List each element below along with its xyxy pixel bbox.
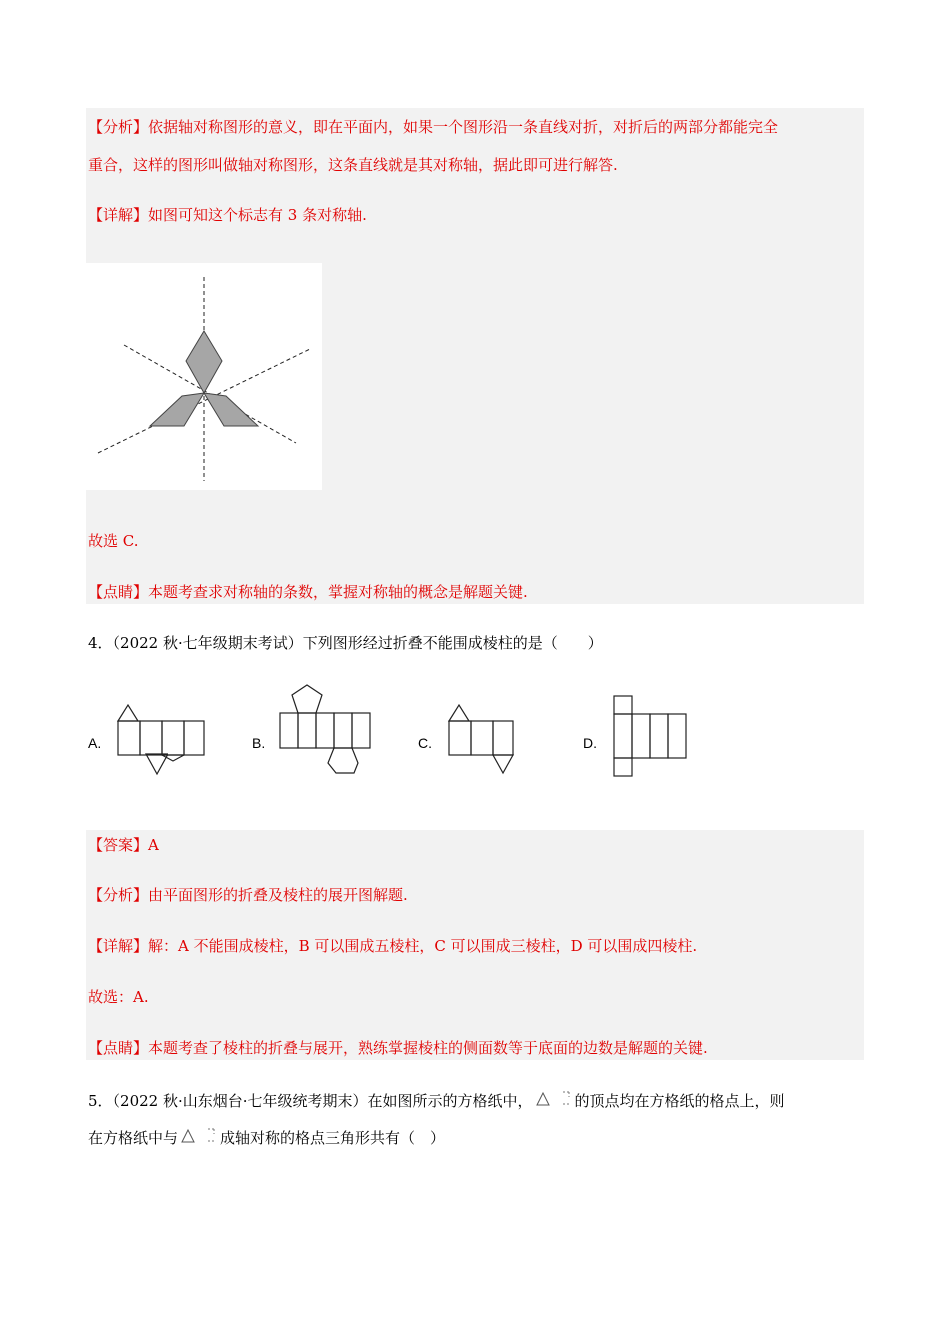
option-d-label: D. (583, 735, 597, 751)
triangle-symbol-icon-2 (178, 1126, 220, 1152)
triangle-symbol-icon (533, 1089, 575, 1115)
option-a-bottom-triangle (118, 752, 168, 776)
option-d-net (612, 694, 692, 780)
question-4-stem: 4．（2022 秋·七年级期末考试）下列图形经过折叠不能围成棱柱的是（ ） (88, 634, 603, 652)
question-5-stem-part1: 5．（2022 秋·山东烟台·七年级统考期末）在如图所示的方格纸中， (88, 1092, 533, 1110)
question-5-stem-part3: 在方格纸中与 (88, 1129, 179, 1147)
answer-line: 【答案】A (88, 836, 159, 854)
analysis-line-1: 【分析】依据轴对称图形的意义，即在平面内，如果一个图形沿一条直线对折，对折后的两部分都能完全 (88, 118, 779, 136)
question-5-stem-part2: 的顶点均在方格纸的格点上，则 (574, 1092, 785, 1110)
option-c-net (447, 703, 517, 775)
question-5-line-2 (88, 1126, 445, 1152)
comment-line: 【点睛】本题考查求对称轴的条数，掌握对称轴的概念是解题关键. (88, 583, 528, 601)
option-b-net (278, 683, 372, 775)
analysis-line: 【分析】由平面图形的折叠及棱柱的展开图解题. (88, 886, 408, 904)
comment-line-2: 【点睛】本题考查了棱柱的折叠与展开，熟练掌握棱柱的侧面数等于底面的边数是解题的关键. (88, 1039, 708, 1057)
option-c-label: C. (418, 735, 432, 751)
option-a-label: A. (88, 735, 102, 751)
question-5-line-1 (88, 1089, 785, 1115)
analysis-line-2: 重合，这样的图形叫做轴对称图形，这条直线就是其对称轴，据此即可进行解答. (88, 156, 618, 174)
detail-line-2: 【详解】解：A 不能围成棱柱，B 可以围成五棱柱，C 可以围成三棱柱，D 可以围成四棱柱. (88, 937, 698, 955)
option-b-label: B. (252, 735, 266, 751)
symmetry-figure (86, 263, 322, 490)
choice-line-2: 故选：A. (88, 988, 149, 1006)
rhombus-left (150, 393, 204, 426)
rhombus-right (204, 393, 258, 426)
logo-symmetry-diagram (86, 263, 322, 490)
question-5-stem-part4: 成轴对称的格点三角形共有（ ） (220, 1129, 446, 1147)
choice-line: 故选 C. (88, 532, 139, 550)
detail-line: 【详解】如图可知这个标志有 3 条对称轴. (88, 206, 367, 224)
